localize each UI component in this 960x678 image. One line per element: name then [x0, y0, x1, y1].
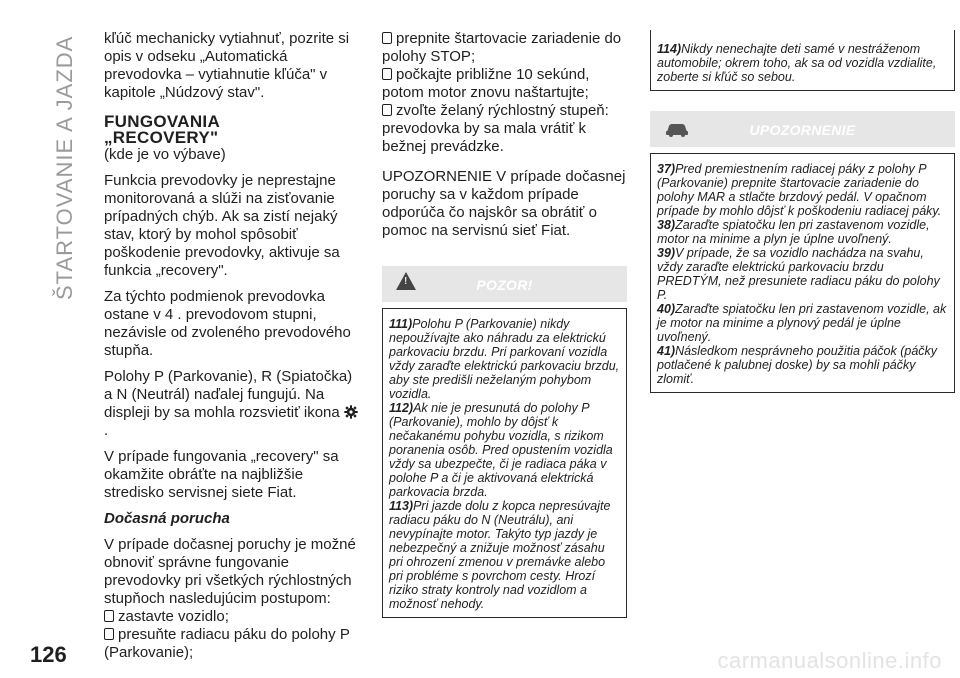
caution-item: 39)V prípade, že sa vozidlo nachádza na svahu, vždy zaraďte elektrickú parkovaciu brzdu PREDTÝM, než presuniete radiacu páku do polohy P. — [657, 246, 940, 302]
caution-item: 38)Zaraďte spiatočku len pri zastavenom vozidle, motor na minime a plyn je úplne uvoľnený. — [657, 218, 930, 246]
chapter-side-title: ŠTARTOVANIE A JAZDA — [52, 35, 77, 300]
watermark-text: carmanualsonline.info — [717, 648, 942, 673]
checkbox-bullet-icon — [382, 32, 392, 44]
note-paragraph: UPOZORNENIE V prípade dočasnej poruchy sa v každom prípade odporúča čo najskôr sa obrátiť o pomoc na servisnú sieť Fiat. — [382, 168, 626, 239]
caution-item: 41)Následkom nesprávneho použitia páčok (páčky potlačené k palubnej doske) by sa mohli páčky zlomiť. — [657, 344, 938, 386]
warning-item: 114)Nikdy nenechajte deti samé v nestráženom automobile; okrem toho, ak sa od vozidla vzdialite, zoberte si kľúč so sebou. — [657, 42, 937, 84]
column-1 — [104, 30, 359, 662]
paragraph-4: V prípade fungovania „recovery" sa okamžite obráťte na najbližšie stredisko servisnej siete Fiat. — [104, 448, 339, 501]
heading-line-1: FUNGOVANIA — [104, 112, 221, 131]
list-item: počkajte približne 10 sekúnd, potom motor znovu naštartujte; — [382, 66, 590, 101]
warning-box — [382, 308, 627, 618]
list-item: presuňte radiacu páku do polohy P (Parkovanie); — [104, 626, 350, 661]
checkbox-bullet-icon — [104, 628, 114, 640]
exclamation-mark-icon: ! — [404, 276, 408, 287]
checkbox-bullet-icon — [104, 610, 114, 622]
subheading-temporary-fault: Dočasná porucha — [104, 510, 230, 527]
caution-box — [650, 153, 955, 393]
paragraph-3-text: Polohy P (Parkovanie), R (Spiatočka) a N (Neutrál) naďalej fungujú. Na displeji by sa mohla rozsvietiť ikona — [104, 368, 353, 421]
caution-item: 37)Pred premiestnením radiacej páky z polohy P (Parkovanie) prepnite štartovacie zariadenie do polohy MAR a stlačte brzdový pedál. V opačnom prípade by mohlo dôjsť k poškodeniu radiacej páky. — [657, 162, 942, 218]
paragraph-5: V prípade dočasnej poruchy je možné obnoviť správne fungovanie prevodovky pri všetkých rýchlostných stupňoch nasledujúcim postupom: — [104, 536, 356, 607]
after-bullets-paragraph: prevodovka by sa mala vrátiť k bežnej prevádzke. — [382, 120, 587, 155]
paragraph-3-end: . — [104, 422, 109, 439]
list-item: zvoľte želaný rýchlostný stupeň: — [382, 102, 627, 120]
checkbox-bullet-icon — [382, 68, 392, 80]
top-warning-box — [650, 30, 955, 91]
paragraph-1: Funkcia prevodovky je neprestajne monitorovaná a slúži na zisťovanie prípadných chýb. Ak sa zistí nejaký stav, ktorý by mohol spôsobiť poškodenie prevodovky, aktivuje sa funkcia „recovery". — [104, 172, 340, 279]
caution-banner — [650, 111, 955, 147]
paragraph-2: Za týchto podmienok prevodovka ostane v 4 . prevodovom stupni, nezávisle od zvoleného prevodového stupňa. — [104, 288, 351, 359]
intro-paragraph: kľúč mechanicky vytiahnuť, pozrite si opis v odseku „Automatická prevodovka – vytiahnutie kľúča" v kapitole „Núdzový stav". — [104, 30, 350, 101]
paragraph-3 — [104, 368, 359, 440]
page-number: 126 — [30, 642, 67, 667]
caution-item: 40)Zaraďte spiatočku len pri zastavenom vozidle, ak je motor na minime a plynový pedál je úplne uvoľnený. — [657, 302, 947, 344]
heading-line-2: „RECOVERY" — [104, 128, 219, 147]
caution-banner-label: UPOZORNENIE — [749, 122, 856, 138]
section-heading — [104, 114, 359, 146]
column-3 — [650, 30, 955, 393]
warning-banner-label: POZOR! — [476, 277, 533, 293]
list-item: prepnite štartovacie zariadenie do polohy STOP; — [382, 30, 622, 65]
warning-banner — [382, 266, 627, 302]
column-2 — [382, 30, 627, 618]
warning-item: 113)Pri jazde dolu z kopca nepresúvajte radiacu páku do N (Neutrálu), ani nevypínajte motor. Takýto typ jazdy je nebezpečný a znižuje možnosť zásahu pri ohrození zmenou v premávke alebo pri probléme s povrchom cesty. Hrozí riziko straty kontroly nad vozidlom a možnosť nehody. — [389, 499, 611, 611]
gearbox-warning-icon — [344, 405, 358, 419]
list-item: zastavte vozidlo; — [104, 608, 359, 626]
warning-item: 112)Ak nie je presunutá do polohy P (Parkovanie), mohlo by dôjsť k nečakanému pohybu vozidla, s rizikom poranenia osôb. Pred opustením vozidla vždy sa ubezpečte, či je radiaca páka v polohe P a či je aktivovaná elektrická parkovacia brzda. — [389, 401, 613, 499]
checkbox-bullet-icon — [382, 104, 392, 116]
section-subtitle: (kde je vo výbave) — [104, 146, 226, 163]
warning-item: 111)Polohu P (Parkovanie) nikdy nepoužívajte ako náhradu za elektrickú parkovaciu brzdu. Pri parkovaní vozidla vždy zaraďte elektrickú parkovaciu brzdu, aby ste predišli neželaným pohybom vozidla. — [389, 317, 620, 401]
